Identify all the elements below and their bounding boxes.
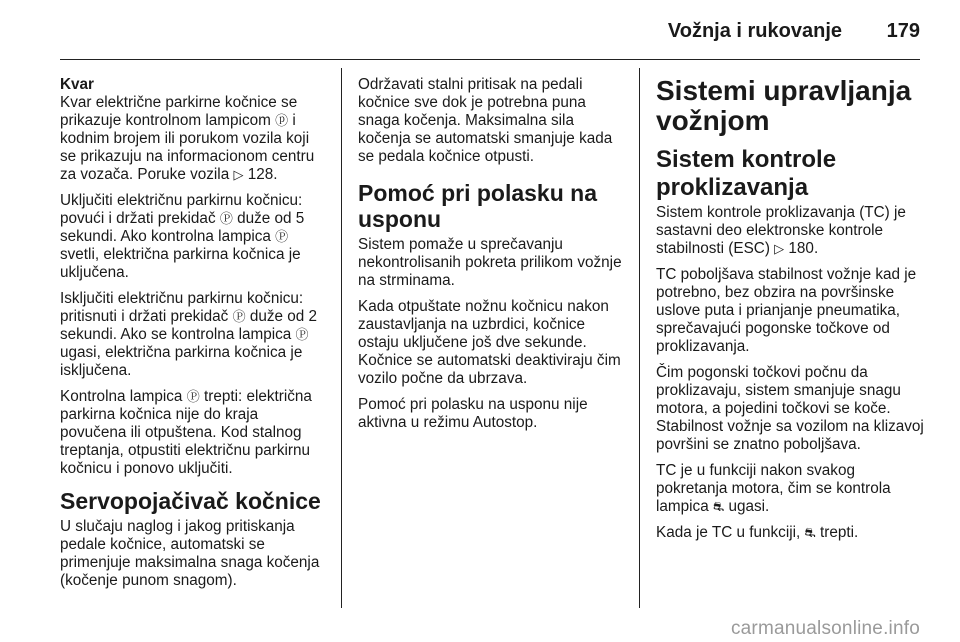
paragraph (60, 94, 326, 184)
parking-brake-switch-icon: Ⓟ (219, 211, 233, 226)
page-reference: 180. (788, 240, 819, 257)
header-divider (60, 59, 920, 60)
column-middle (358, 76, 628, 440)
page-reference-arrow-icon: ▷ (774, 241, 785, 256)
paragraph: Održavati stalni pritisak na pedali kočnice sve dok je potrebna puna snaga kočenja. Maksimalna sila kočenja se automatski smanjuje kada se pedala kočnice otpusti. (358, 76, 613, 165)
page-header (0, 0, 960, 60)
subheading-kvar: Kvar (60, 76, 95, 93)
text: TC je u funkciji nakon svakog pokretanja motora, čim se kontrola lampica (656, 462, 891, 515)
chapter-section-title: Sistemi upravljanja vožnjom (656, 75, 912, 136)
section-heading-traction-control: Sistem kontrole proklizavanja (656, 146, 837, 201)
text: svetli, električna parkirna kočnica je uključena. (60, 246, 301, 281)
parking-brake-warning-icon: Ⓟ (295, 327, 309, 342)
paragraph (656, 524, 926, 542)
section-heading-servo: Servopojačivač kočnice (60, 488, 321, 514)
column-left (60, 76, 326, 598)
paragraph (60, 388, 326, 478)
text: i kodnim brojem ili porukom vozila koji se prikazuju na informacionom centru za vozača. Poruke vozila (60, 112, 315, 183)
column-divider (639, 68, 640, 608)
text: duže od 2 sekundi. Ako se kontrolna lampica (60, 308, 318, 343)
text: trepti: električna parkirna kočnica nije do kraja povučena ili otpuštena. Kod stalnog treptanja, otpustiti električnu parkirnu kočnicu i ponovo uključiti. (60, 388, 312, 477)
text: Kontrolna lampica (60, 388, 183, 405)
paragraph: Čim pogonski točkovi počnu da proklizavaju, sistem smanjuje snagu motora, a pojedini točkovi se koče. Stabilnost vožnje sa vozilom na klizavoj površini se znatno poboljšava. (656, 364, 924, 453)
text: trepti. (820, 524, 859, 541)
page-reference-arrow-icon: ▷ (233, 167, 244, 182)
paragraph: U slučaju naglog i jakog pritiskanja pedale kočnice, automatski se primenjuje maksimalna snaga kočenja (kočenje punom snagom). (60, 518, 320, 589)
paragraph: Sistem pomaže u sprečavanju nekontrolisanih pokreta prilikom vožnje na strminama. (358, 236, 622, 289)
text: Isključiti električnu parkirnu kočnicu: pritisnuti i držati prekidač (60, 290, 304, 325)
text: Kada je TC u funkciji, (656, 524, 801, 541)
traction-control-icon: ⛐ (804, 525, 816, 540)
column-right (656, 76, 926, 550)
page-number: 179 (886, 20, 920, 42)
paragraph: Kada otpuštate nožnu kočnicu nakon zaustavljanja na uzbrdici, kočnice ostaju uključene još dve sekunde. Kočnice se automatski deaktiviraju čim vozilo počne da ubrzava. (358, 298, 621, 387)
paragraph (656, 462, 926, 516)
paragraph (60, 192, 326, 282)
traction-control-icon: ⛐ (712, 499, 725, 514)
section-heading-hill-start: Pomoć pri polasku na usponu (358, 180, 597, 232)
page-reference: 128. (247, 166, 278, 183)
paragraph (656, 204, 926, 258)
text: Sistem kontrole proklizavanja (TC) je sastavni deo elektronske kontrole stabilnosti (ESC) (656, 204, 906, 257)
chapter-title: Vožnja i rukovanje (667, 20, 842, 42)
text: Uključiti električnu parkirnu kočnicu: povući i držati prekidač (60, 192, 303, 227)
text: ugasi. (728, 498, 770, 515)
parking-brake-warning-icon: ⓟ (275, 113, 289, 128)
text: ugasi, električna parkirna kočnica je isključena. (60, 344, 303, 379)
parking-brake-warning-icon: Ⓟ (186, 389, 200, 404)
text: duže od 5 sekundi. Ako kontrolna lampica (60, 210, 305, 245)
paragraph (60, 290, 326, 380)
watermark: carmanualsonline.info (730, 618, 920, 639)
text: Kvar električne parkirne kočnice se prikazuje kontrolnom lampicom (60, 94, 298, 129)
parking-brake-warning-icon: Ⓟ (275, 229, 289, 244)
paragraph: TC poboljšava stabilnost vožnje kad je potrebno, bez obzira na površinske uslove puta i prianjanje pneumatika, sprečavajući pogonske točkove od proklizavanja. (656, 266, 917, 355)
column-divider (341, 68, 342, 608)
parking-brake-switch-icon: Ⓟ (232, 309, 246, 324)
paragraph: Pomoć pri polasku na usponu nije aktivna u režimu Autostop. (358, 396, 588, 431)
